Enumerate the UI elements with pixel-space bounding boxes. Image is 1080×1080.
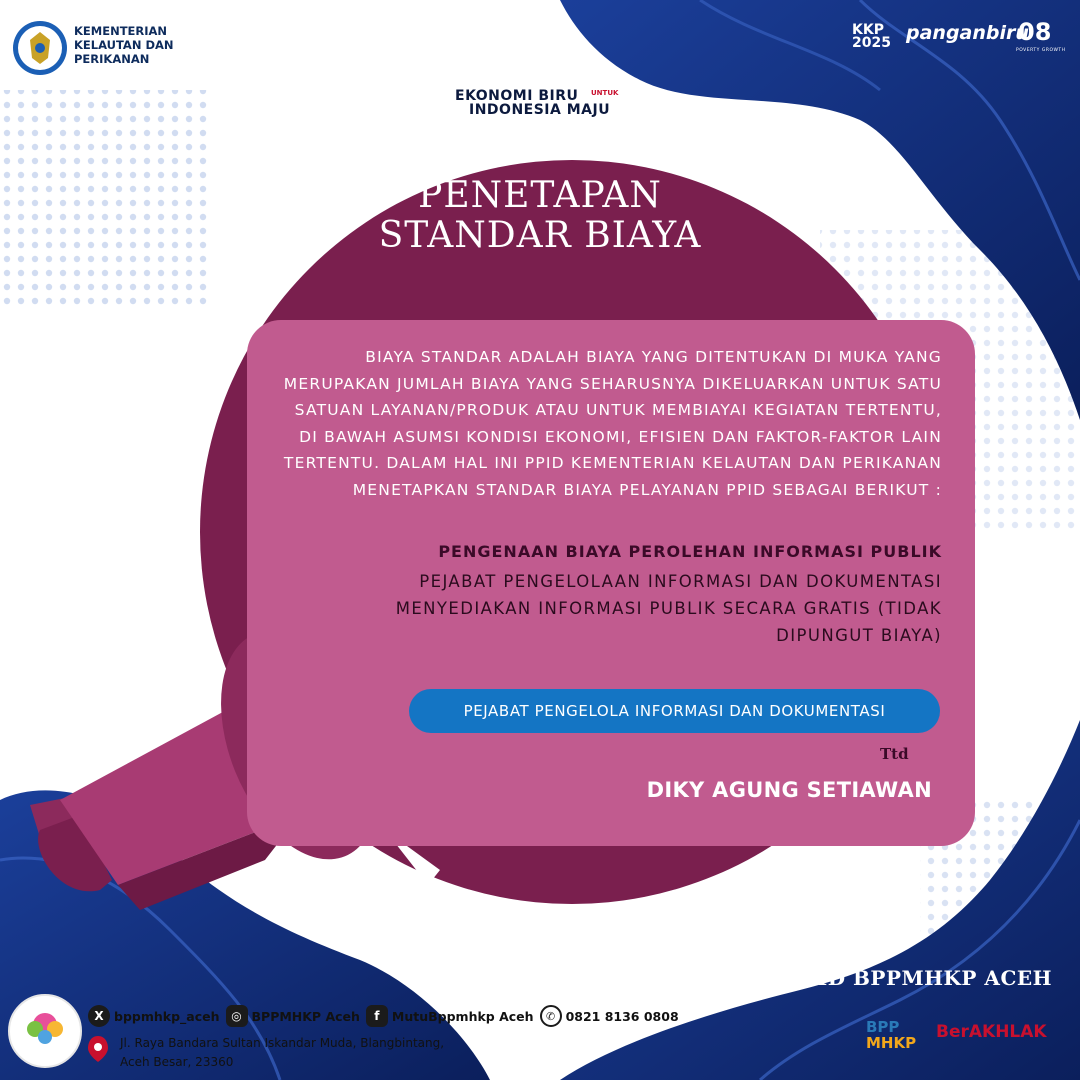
- ppid-footer-name: PPID BPPMHKP ACEH: [786, 966, 1052, 990]
- ekonomi-biru-logo: [455, 88, 630, 122]
- social-label: bppmhkp_aceh: [114, 1008, 220, 1024]
- bpp-logo-line2: MHKP: [866, 1034, 917, 1052]
- social-phone[interactable]: [540, 1005, 679, 1027]
- instagram-icon: ◎: [226, 1005, 248, 1027]
- location-pin-icon: [88, 1034, 108, 1060]
- social-label: BPPMHKP Aceh: [251, 1008, 360, 1024]
- badge-number: 08: [1018, 18, 1052, 46]
- signer-name: DIKY AGUNG SETIAWAN: [646, 778, 932, 802]
- definition-paragraph: BIAYA STANDAR ADALAH BIAYA YANG DITENTUKAN DI MUKA YANG MERUPAKAN JUMLAH BIAYA YANG SEHARUSNYA DIKELUARKAN UNTUK SATU SATUAN LAYANAN/PRODUK ATAU UNTUK MEMBIAYAI KEGIATAN TERTENTU, DI BAWAH ASUMSI KONDISI EKONOMI, EFISIEN DAN FAKTOR-FAKTOR LAIN TERTENTU. DALAM HAL INI PPID KEMENTERIAN KELAUTAN DAN PERIKANAN MENETAPKAN STANDAR BIAYA PELAYANAN PPID SEBAGAI BERIKUT :: [283, 348, 942, 499]
- berakhlak-word: BerAKHLAK: [936, 1022, 1047, 1042]
- phone-icon: ✆: [540, 1005, 562, 1027]
- bpp-logo-line1: BPP: [866, 1018, 900, 1036]
- signature-ttd: Ttd: [880, 745, 909, 763]
- badge-number-sub: POVERTY GROWTH: [1016, 48, 1066, 53]
- slogan-line1: EKONOMI BIRU: [455, 88, 579, 104]
- social-label: MutuBppmhkp Aceh: [391, 1008, 534, 1024]
- address-text: Jl. Raya Bandara Sultan Iskandar Muda, Blangbintang, Aceh Besar, 23360: [120, 1036, 445, 1069]
- social-facebook[interactable]: [366, 1005, 534, 1027]
- social-links: [88, 1004, 679, 1028]
- ppid-official-pill: PEJABAT PENGELOLA INFORMASI DAN DOKUMENTASI: [409, 689, 940, 733]
- section-body: PEJABAT PENGELOLAAN INFORMASI DAN DOKUMENTASI MENYEDIAKAN INFORMASI PUBLIK SECARA GRATIS (TIDAK DIPUNGUT BIAYA): [395, 572, 942, 645]
- beutari-badge: [9, 995, 81, 1067]
- slogan-line2: INDONESIA MAJU: [469, 102, 611, 118]
- social-x[interactable]: [88, 1005, 220, 1027]
- bppmhkp-logo: [866, 1012, 930, 1058]
- social-instagram[interactable]: [226, 1005, 360, 1027]
- slogan-untuk: UNTUK: [591, 89, 619, 97]
- page-title: PENETAPAN STANDAR BIAYA: [378, 175, 702, 256]
- social-label: 0821 8136 0808: [565, 1008, 679, 1024]
- x-icon: X: [88, 1005, 110, 1027]
- ministry-name: KEMENTERIAN KELAUTAN DAN PERIKANAN: [74, 24, 174, 66]
- kkp-2025-badge: KKP 2025: [852, 22, 891, 51]
- berakhlak-logo: [936, 1022, 1048, 1058]
- section-heading: PENGENAAN BIAYA PEROLEHAN INFORMASI PUBLIK: [438, 542, 942, 561]
- kkp-logo: [12, 20, 68, 76]
- panganbiru-logo: panganbiru: [906, 22, 1029, 44]
- dot-pattern-left: [0, 90, 210, 310]
- facebook-icon: f: [366, 1005, 388, 1027]
